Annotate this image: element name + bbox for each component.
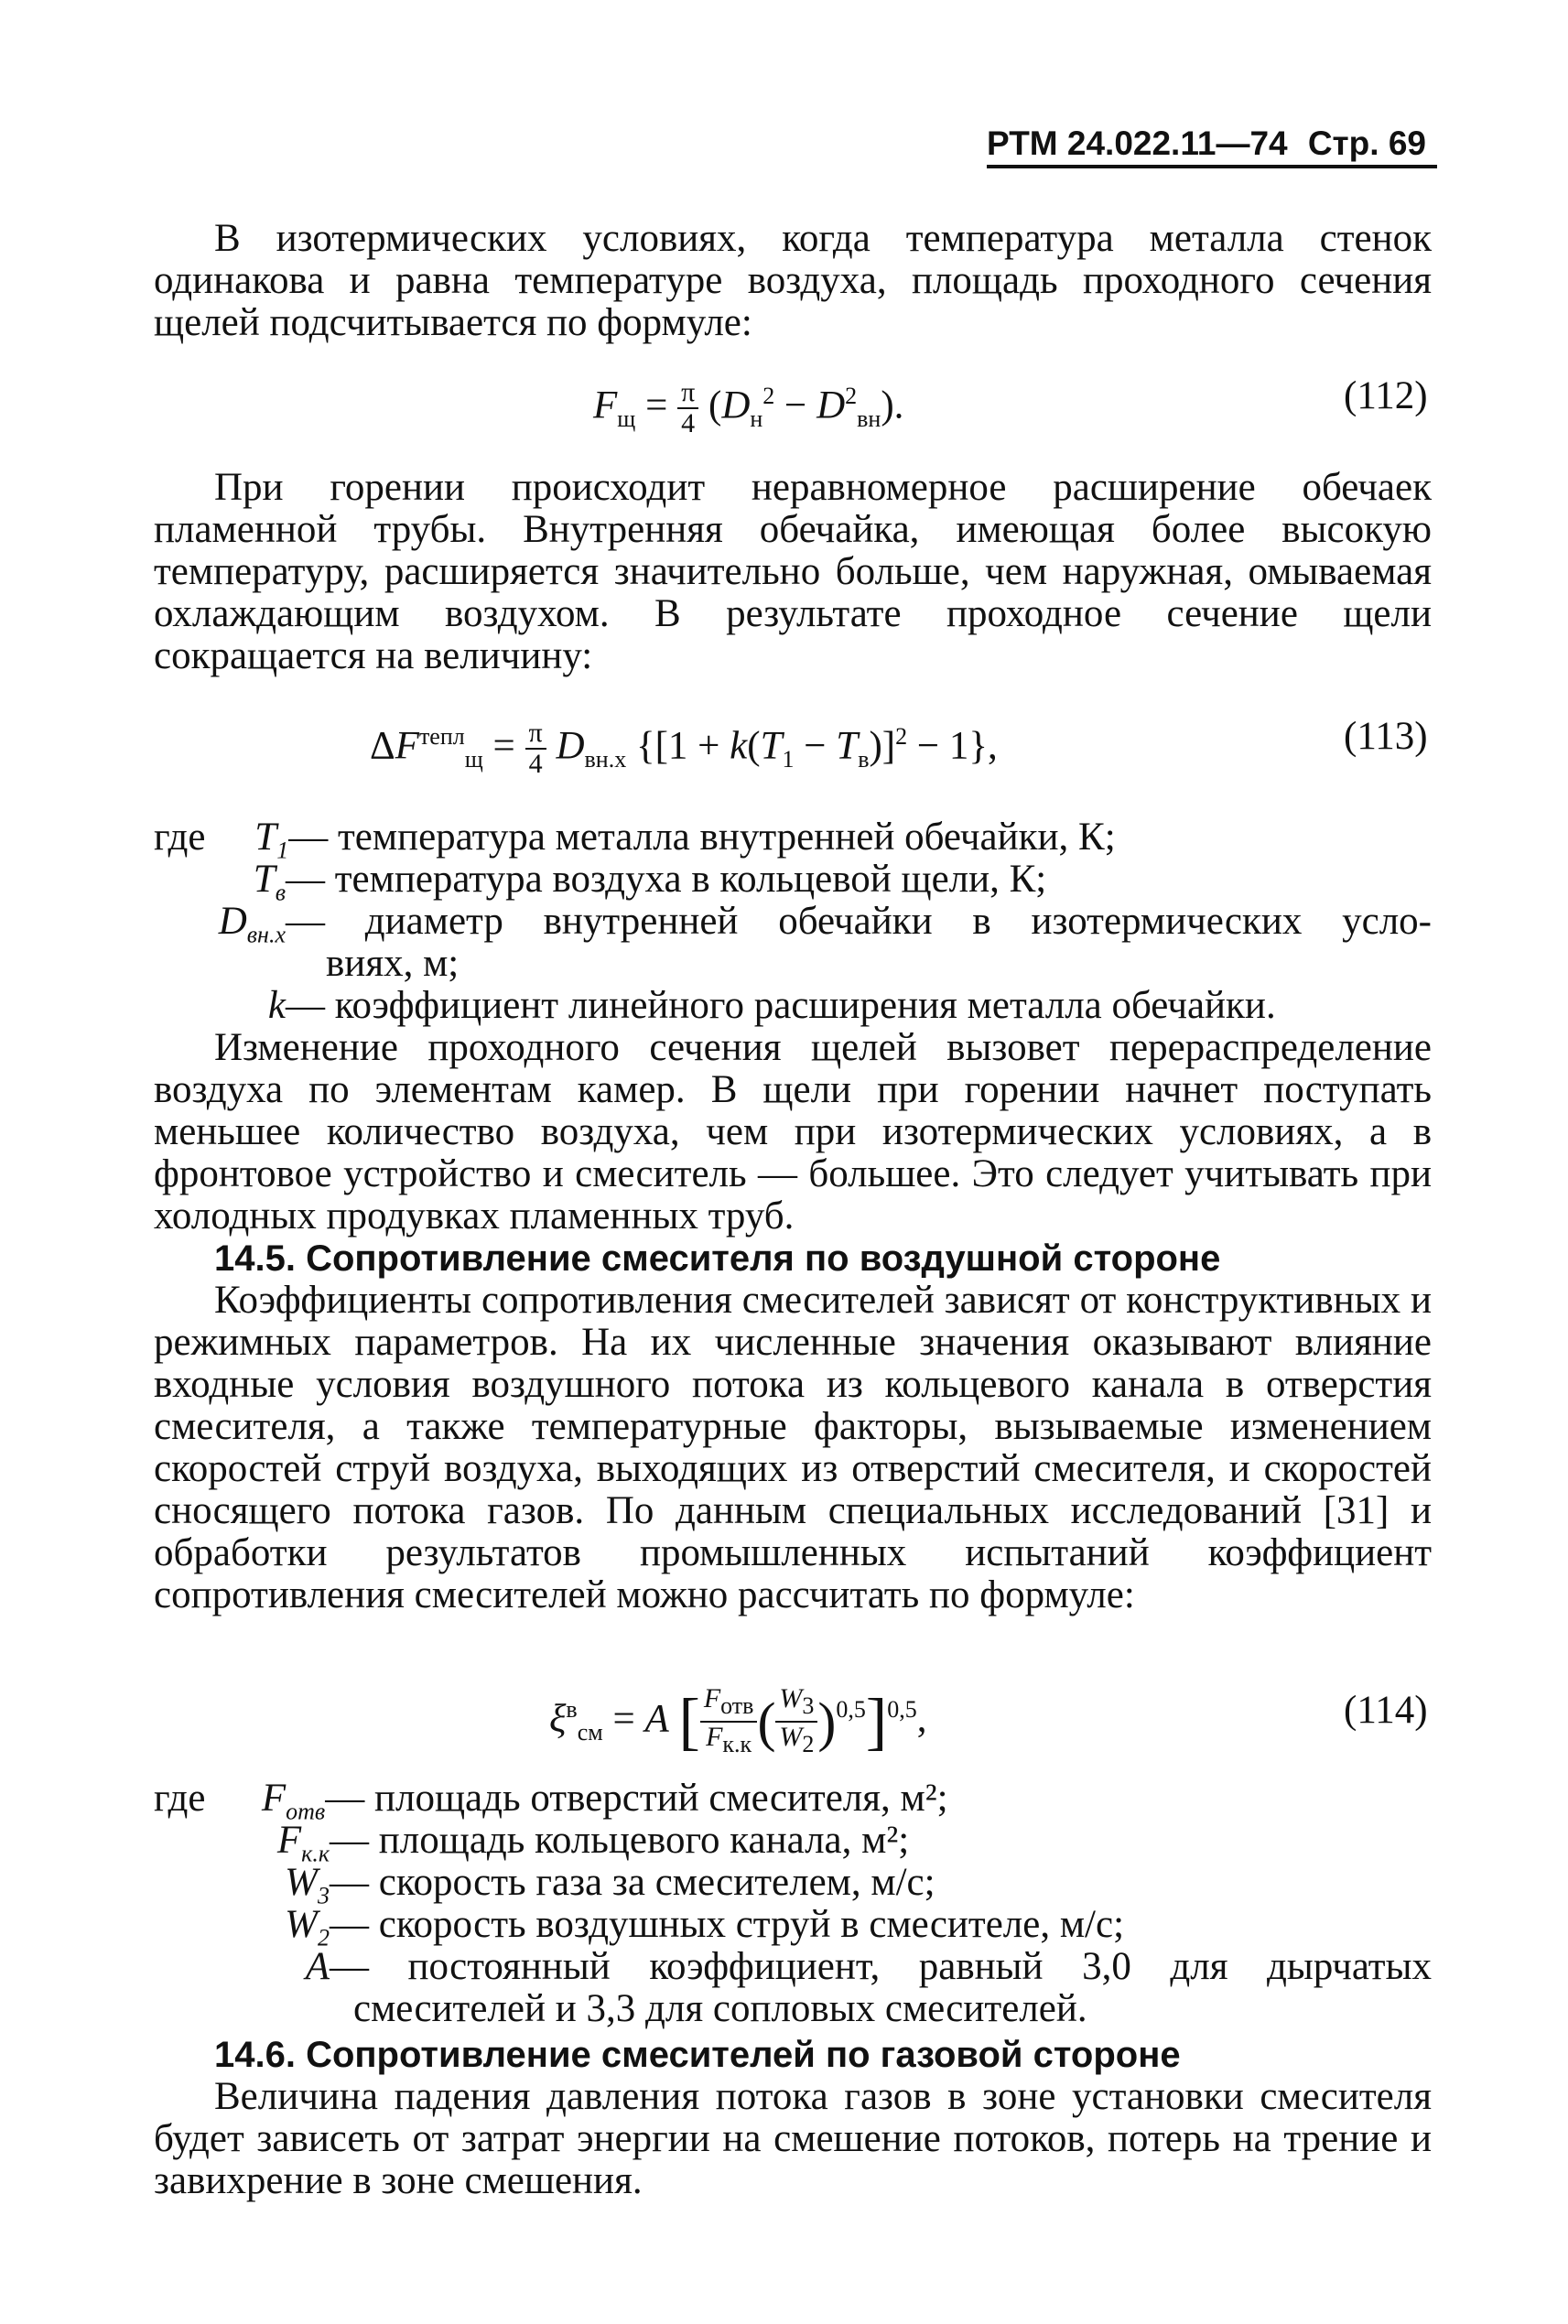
definition-text: — площадь отверстий смесителя, м²; <box>325 1777 948 1820</box>
paragraph-redistribution <box>154 1027 1432 1238</box>
symbol-w3: $W_3$ <box>285 1861 330 1909</box>
definition-text: — площадь кольцевого канала, м²; <box>330 1819 910 1862</box>
paragraph-text: При горении происходит неравномерное расширение обечаек пламенной трубы. Внутренняя обечайка, имеющая более высокую температуру, расширяется значительно больше, чем наружная, омываемая охлаждающим воздухом. В результате проходное сечение щели сокращается на величину: <box>154 466 1432 677</box>
equation-number-114: (114) <box>1344 1689 1428 1732</box>
symbol-a: A <box>305 1945 330 1988</box>
symbol-tv: $T_в$ <box>253 858 286 906</box>
paragraph-combustion <box>154 467 1432 677</box>
paragraph-text: Изменение проходного сечения щелей вызовет перераспределение воздуха по элементам камер. В щели при горении начнет поступать меньшее количество воздуха, чем при изотермических условиях, а в фронтовое устройство и смеситель — большее. Это следует учитывать при холодных продувках пламенных труб. <box>154 1026 1432 1238</box>
formula-112: $F_щ$ = $\frac{\pi}{4}$ $(D_н^2 - D^2_{вн})$. <box>593 377 904 439</box>
section-heading-14-5: 14.5. Сопротивление смесителя по воздушной стороне <box>214 1238 1221 1279</box>
definition-text: — коэффициент линейного расширения металла обечайки. <box>286 984 1276 1027</box>
paragraph-mixer-coefficients <box>154 1280 1432 1616</box>
symbol-t1: $T_1$ <box>254 816 289 864</box>
equation-number-112: (112) <box>1344 374 1428 417</box>
definition-a <box>154 1946 1432 1988</box>
definition-dvnx-continuation: виях, м; <box>326 942 460 985</box>
equation-number-113: (113) <box>1344 715 1428 758</box>
symbol-w2: $W_2$ <box>285 1903 330 1951</box>
definition-text: — температура металла внутренней обечайки, К; <box>288 816 1116 859</box>
paragraph-text: Коэффициенты сопротивления смесителей зависят от конструктивных и режимных параметров. На их численные значения оказывают влияние входные условия воздушного потока из кольцевого канала в отверстия смесителя, а также температурные факторы, вызываемые изменением скоростей струй воздуха, выходящих из отверстий смесителя, и скоростей сносящего потока газов. По данным специальных исследований [31] и обработки результатов промышленных испытаний коэффициент сопротивления смесителей можно рассчитать по формуле: <box>154 1279 1432 1616</box>
definition-text: — диаметр внутренней обечайки в изотермических усло- <box>286 900 1432 943</box>
definition-text: — скорость воздушных струй в смесителе, м/с; <box>330 1903 1125 1946</box>
definition-text: — постоянный коэффициент, равный 3,0 для дырчатых <box>330 1945 1432 1988</box>
page-number: Стр. 69 <box>1307 124 1426 162</box>
paragraph-isothermal <box>154 218 1432 344</box>
definition-text: — температура воздуха в кольцевой щели, К; <box>286 858 1047 901</box>
symbol-k: k <box>267 984 286 1027</box>
definition-k <box>154 985 1276 1027</box>
where-label: где <box>154 1777 206 1820</box>
header-rule <box>987 165 1437 168</box>
page-header <box>987 117 1426 163</box>
formula-114: $\xi^в_{см} = A$ [ $\frac{F_{отв}}{F_{к.к}}$ ( $\frac{W_3}{W_2}$ )$^{0,5}$]$^{0,5}$, <box>549 1683 927 1758</box>
where-label: где <box>154 816 206 859</box>
paragraph-text: В изотермических условиях, когда температура металла стенок одинакова и равна температуре воздуха, площадь проходного сечения щелей подсчитывается по формуле: <box>154 217 1432 344</box>
section-heading-14-6: 14.6. Сопротивление смесителей по газовой стороне <box>214 2035 1181 2075</box>
symbol-dvnx: $D_{вн.х}$ <box>218 900 286 948</box>
paragraph-gas-side <box>154 2076 1432 2202</box>
document-code: РТМ 24.022.11—74 <box>987 124 1288 162</box>
symbol-fkk: $F_{к.к}$ <box>276 1819 330 1867</box>
definition-a-continuation: смесителей и 3,3 для сопловых смесителей. <box>353 1987 1087 2030</box>
paragraph-text: Величина падения давления потока газов в зоне установки смесителя будет зависеть от затрат энергии на смешение потоков, потерь на трение и завихрение в зоне смешения. <box>154 2075 1432 2202</box>
definition-text: — скорость газа за смесителем, м/с; <box>330 1861 935 1904</box>
formula-113: $\Delta F^{тепл}_щ$ = $\frac{\pi}{4}$ $D_{вн.х}$ $\{[1 + k(T_1 - T_в)]^2 - 1\}$, <box>370 718 998 780</box>
symbol-fotv: $F_{отв}$ <box>261 1777 326 1825</box>
